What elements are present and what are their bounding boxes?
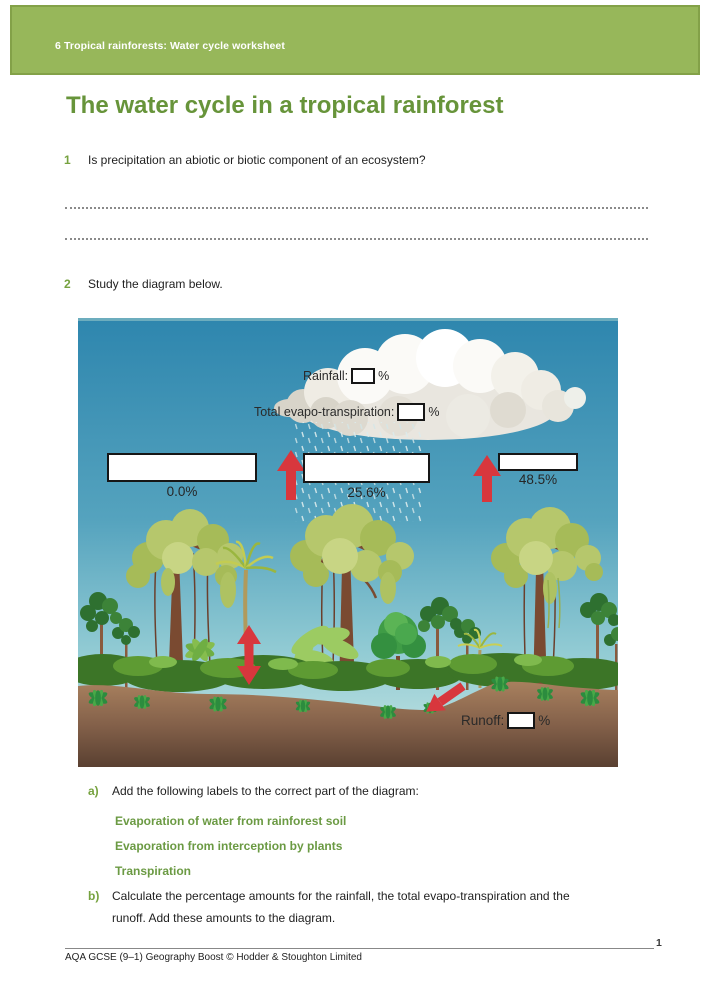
evapotranspiration-label-row xyxy=(254,403,439,421)
page-title: The water cycle in a tropical rainforest xyxy=(66,92,504,119)
question-2-text: Study the diagram below. xyxy=(88,277,223,291)
evapotranspiration-label: Total evapo-transpiration: xyxy=(254,405,395,419)
label-transpiration: Transpiration xyxy=(115,864,192,878)
water-cycle-diagram xyxy=(78,318,618,767)
part-b-text-line1: Calculate the percentage amounts for the rainfall, the total evapo-transpiration and the xyxy=(112,889,570,903)
footer-imprint: AQA GCSE (9–1) Geography Boost © Hodder & Stoughton Limited xyxy=(65,952,362,963)
part-a-letter: a) xyxy=(88,784,99,798)
part-b-letter: b) xyxy=(88,889,100,903)
runoff-unit: % xyxy=(538,713,551,728)
value-middle: 25.6% xyxy=(347,485,386,500)
rainfall-unit: % xyxy=(378,369,390,383)
answer-line-1[interactable] xyxy=(65,199,648,209)
value-right: 48.5% xyxy=(518,472,558,487)
question-1-text: Is precipitation an abiotic or biotic component of an ecosystem? xyxy=(88,153,426,167)
evapotranspiration-answer-box[interactable] xyxy=(397,403,425,421)
rainfall-label-row xyxy=(303,368,389,384)
footer-divider xyxy=(65,948,654,949)
header-bar xyxy=(10,5,700,75)
question-2-number: 2 xyxy=(64,277,71,291)
page-number: 1 xyxy=(656,937,662,949)
value-left: 0.0% xyxy=(166,484,198,499)
header-title: 6 Tropical rainforests: Water cycle worksheet xyxy=(55,40,285,52)
label-evaporation-soil: Evaporation of water from rainforest soil xyxy=(115,814,347,828)
label-answer-box-middle[interactable] xyxy=(303,453,430,483)
part-a-text: Add the following labels to the correct part of the diagram: xyxy=(112,784,419,798)
label-answer-box-left[interactable] xyxy=(107,453,257,482)
rainfall-answer-box[interactable] xyxy=(351,368,375,384)
part-b-text-line2: runoff. Add these amounts to the diagram. xyxy=(112,911,336,925)
rainforest-illustration xyxy=(78,318,618,767)
question-1-number: 1 xyxy=(64,153,71,167)
runoff-label: Runoff: xyxy=(461,713,505,728)
rainfall-label: Rainfall: xyxy=(303,369,349,383)
evapotranspiration-unit: % xyxy=(428,405,440,419)
label-evaporation-interception: Evaporation from interception by plants xyxy=(115,839,343,853)
runoff-answer-box[interactable] xyxy=(507,712,535,729)
answer-line-2[interactable] xyxy=(65,230,648,240)
runoff-label-row xyxy=(461,712,550,729)
label-answer-box-right[interactable] xyxy=(498,453,578,471)
